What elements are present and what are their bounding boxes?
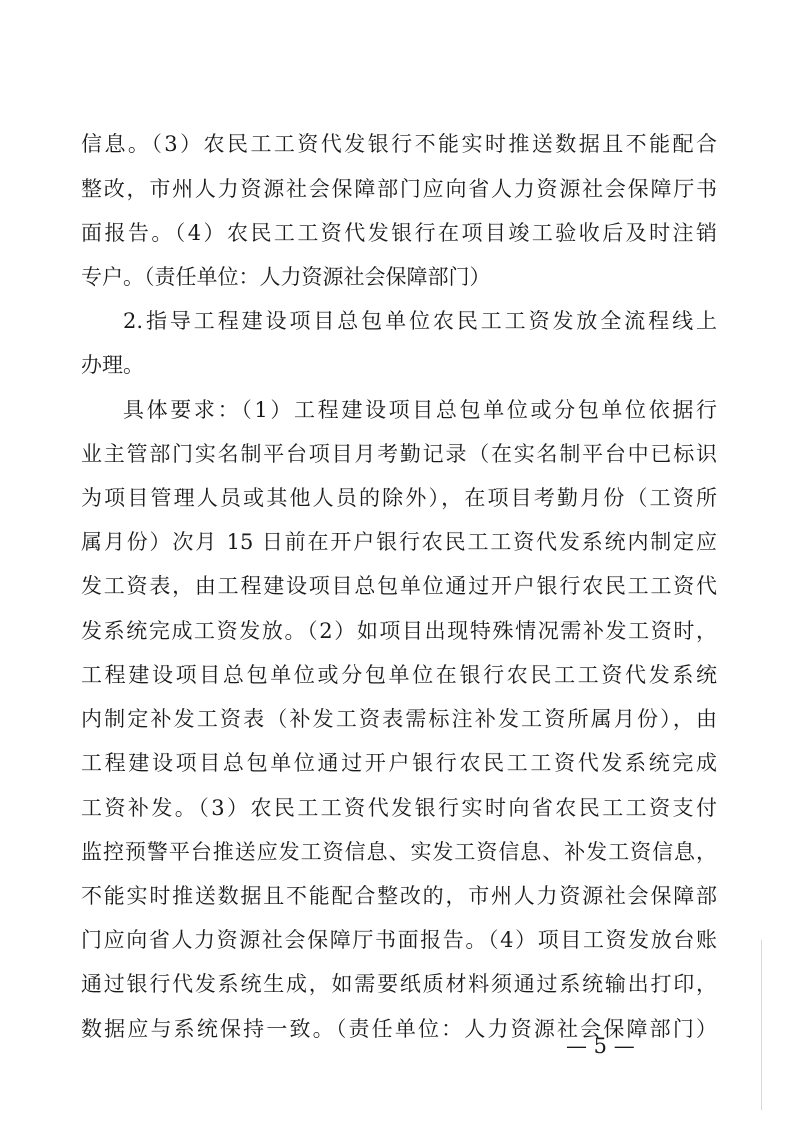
section-heading-line-1: 2.指导工程建设项目总包单位农民工工资发放全流程线上	[123, 309, 717, 333]
text-line-1: 信息。（3）农民工工资代发银行不能实时推送数据且不能配合	[81, 132, 717, 156]
text-line-17: 监控预警平台推送应发工资信息、实发工资信息、补发工资信息，	[81, 840, 717, 864]
text-line-19: 门应向省人力资源社会保障厅书面报告。（4）项目工资发放台账	[81, 928, 717, 952]
text-line-10: 属月份）次月 15 日前在开户银行农民工工资代发系统内制定应	[81, 530, 717, 554]
text-line-12: 发系统完成工资发放。（2）如项目出现特殊情况需补发工资时，	[81, 619, 717, 643]
text-line-3: 面报告。（4）农民工工资代发银行在项目竣工验收后及时注销	[81, 221, 717, 245]
page-number: — 5 —	[566, 1034, 635, 1058]
scan-edge-line	[761, 940, 762, 1110]
text-line-21: 数据应与系统保持一致。（责任单位：人力资源社会保障部门）	[81, 1017, 717, 1041]
text-line-2: 整改，市州人力资源社会保障部门应向省人力资源社会保障厅书	[81, 177, 717, 201]
text-line-9: 为项目管理人员或其他人员的除外），在项目考勤月份（工资所	[81, 486, 717, 510]
text-line-15: 工程建设项目总包单位通过开户银行农民工工资代发系统完成	[81, 751, 717, 775]
text-line-4: 专户。（责任单位：人力资源社会保障部门）	[81, 265, 491, 289]
text-line-16: 工资补发。（3）农民工工资代发银行实时向省农民工工资支付	[81, 796, 717, 820]
text-line-7: 具体要求：（1）工程建设项目总包单位或分包单位依据行	[123, 398, 717, 422]
text-line-8: 业主管部门实名制平台项目月考勤记录（在实名制平台中已标识	[81, 442, 717, 466]
text-line-14: 内制定补发工资表（补发工资表需标注补发工资所属月份），由	[81, 707, 717, 731]
text-line-11: 发工资表，由工程建设项目总包单位通过开户银行农民工工资代	[81, 574, 717, 598]
section-heading-line-2: 办理。	[81, 353, 144, 377]
text-line-18: 不能实时推送数据且不能配合整改的，市州人力资源社会保障部	[81, 884, 717, 908]
text-line-13: 工程建设项目总包单位或分包单位在银行农民工工资代发系统	[81, 663, 717, 687]
text-line-20: 通过银行代发系统生成，如需要纸质材料须通过系统输出打印，	[81, 972, 717, 996]
